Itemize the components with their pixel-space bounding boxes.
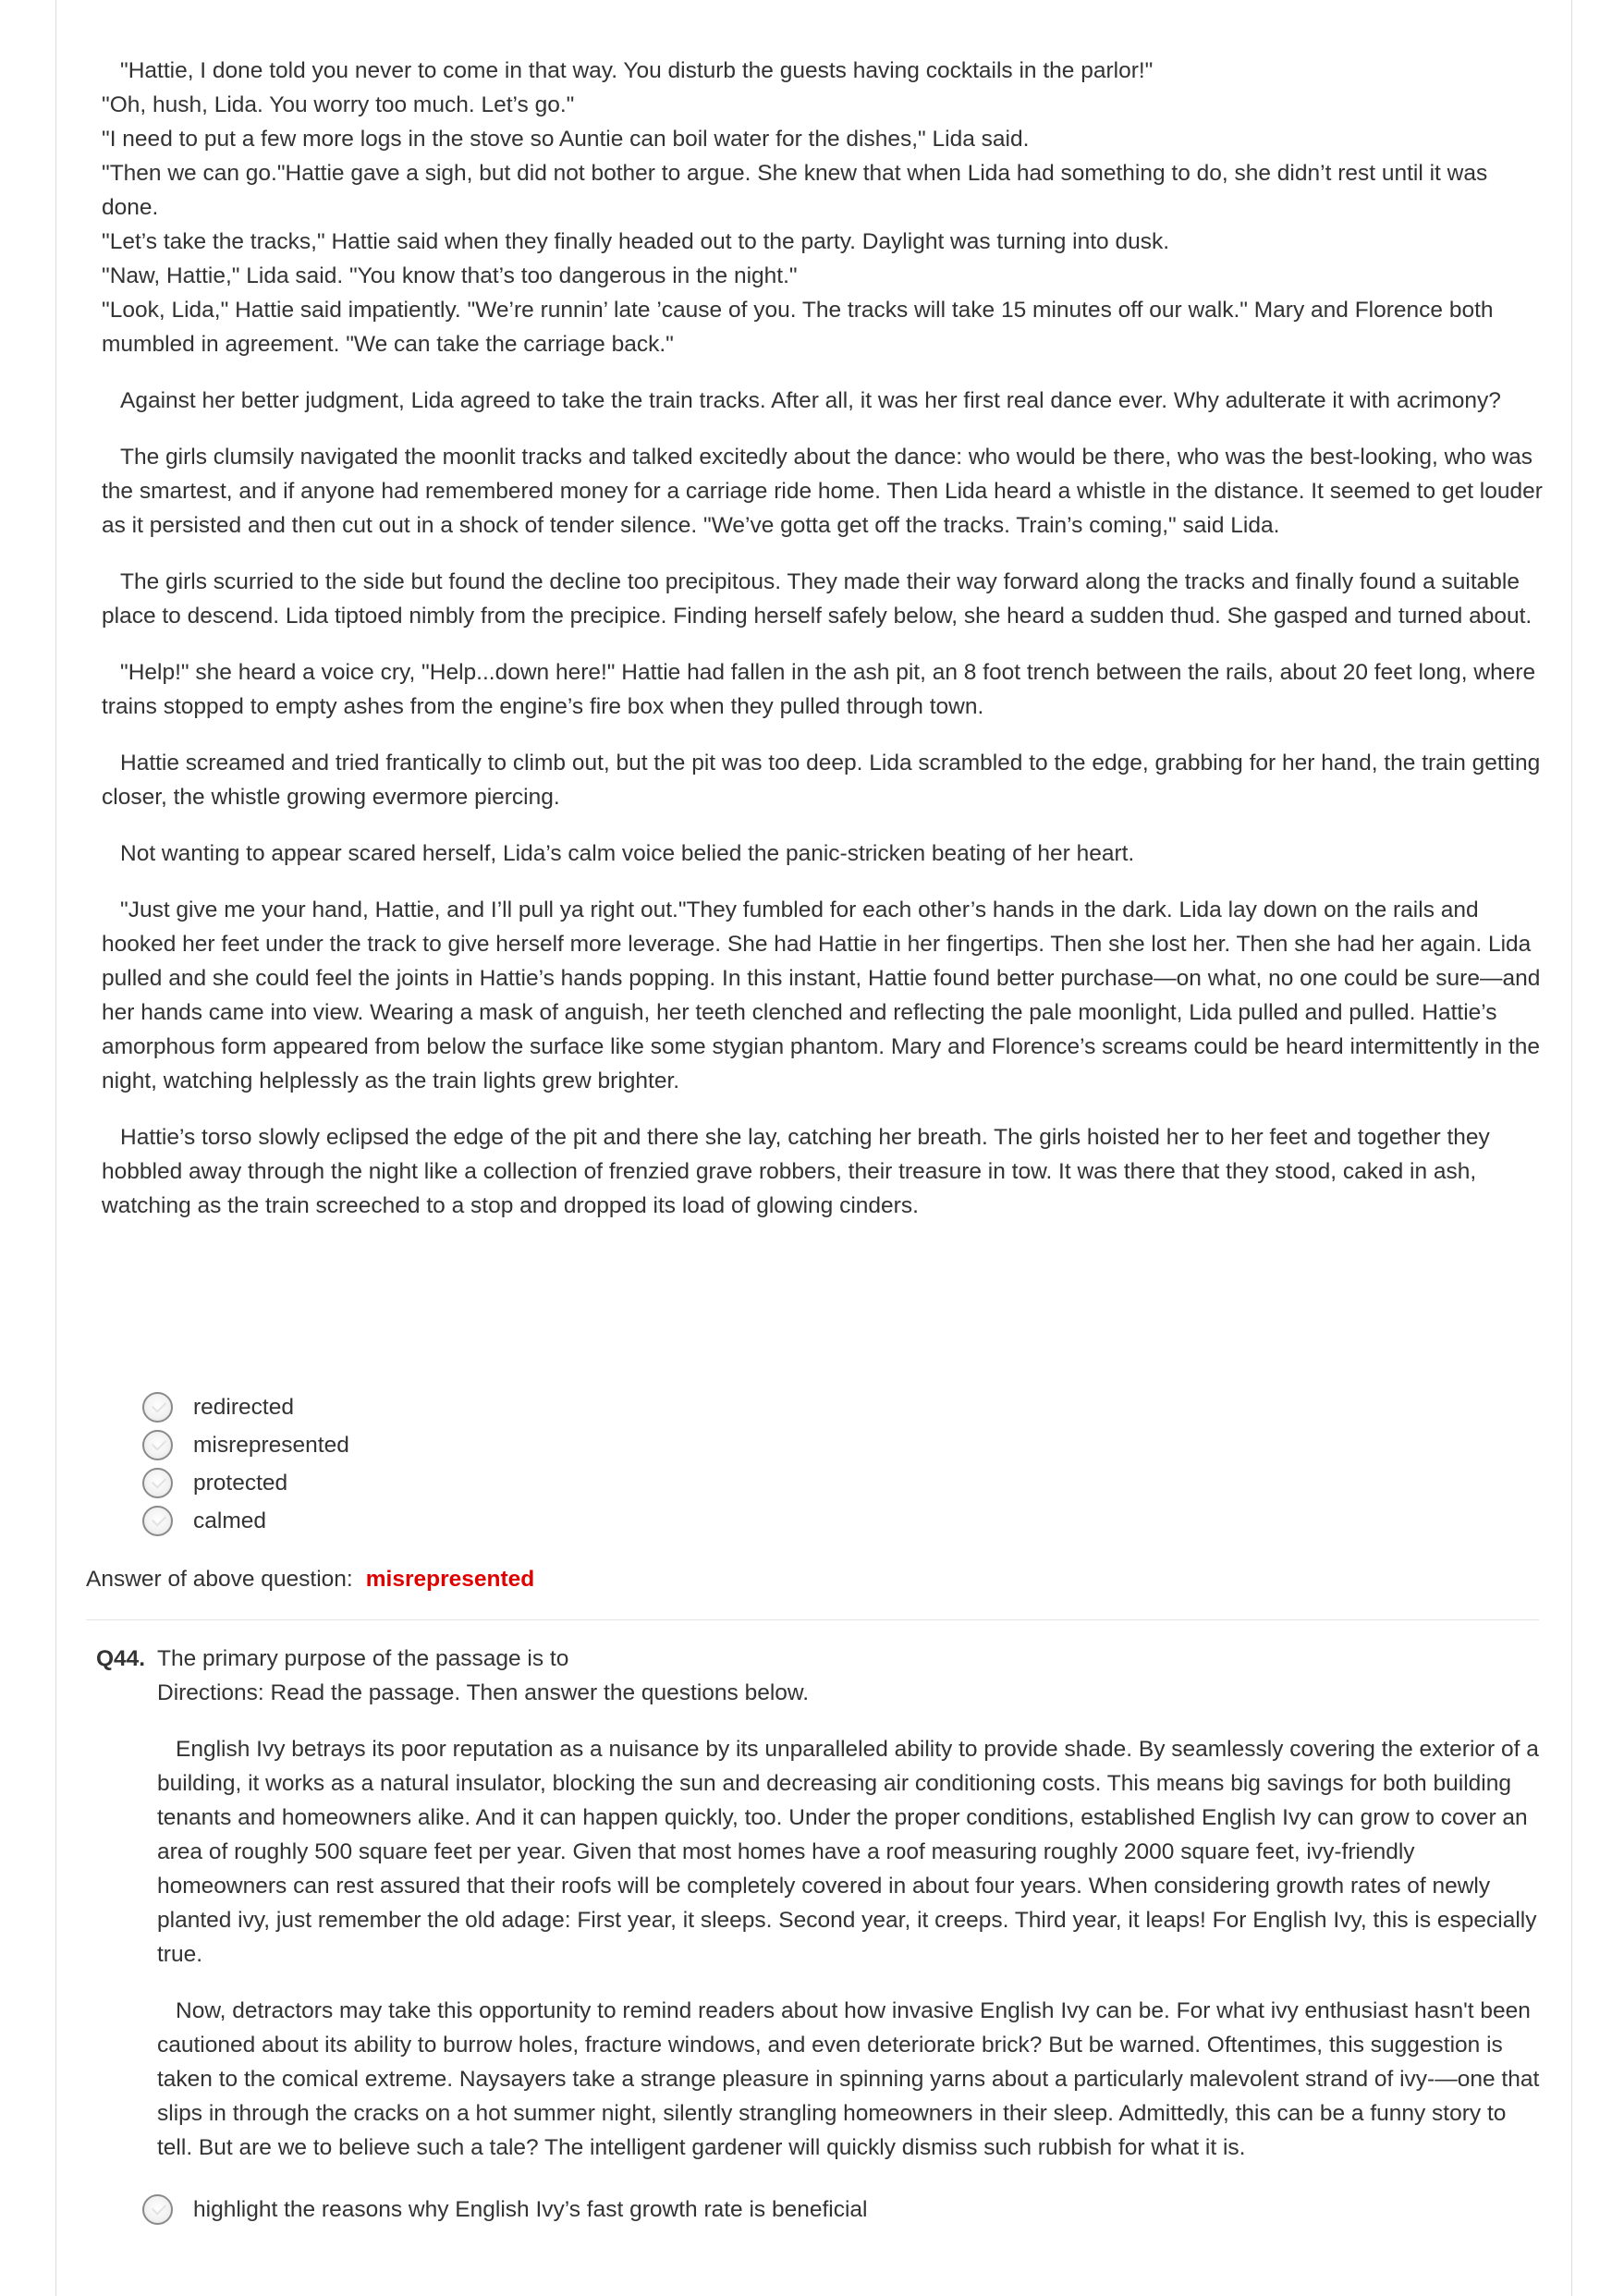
q43-options — [142, 1388, 349, 1540]
answer-option[interactable] — [142, 2191, 868, 2229]
answer-option[interactable] — [142, 1426, 349, 1464]
radio-button-icon[interactable] — [142, 1430, 173, 1460]
radio-button-icon[interactable] — [142, 1506, 173, 1536]
answer-option[interactable] — [142, 1464, 349, 1502]
passage-top — [102, 54, 1544, 1223]
dialogue-line: "Look, Lida," Hattie said impatiently. "We’re runnin’ late ’cause of you. The tracks will take 15 minutes off our walk." Mary and Florence both mumbled in agreement. "We can take the carriage back." — [102, 298, 1494, 357]
answer-option[interactable] — [142, 1502, 349, 1540]
dialogue-line: "Naw, Hattie," Lida said. "You know that’s too dangerous in the night." — [102, 263, 798, 288]
passage-paragraph: "Help!" she heard a voice cry, "Help...down here!" Hattie had fallen in the ash pit, an 8 foot trench between the rails, about 20 feet long, where trains stopped to empty ashes from the engine’s fire box when they pulled through town. — [102, 660, 1536, 719]
question-text: The primary purpose of the passage is to — [157, 1646, 569, 1671]
passage-paragraph: Against her better judgment, Lida agreed to take the train tracks. After all, it was her first real dance ever. Why adulterate it with acrimony? — [120, 388, 1501, 413]
dialogue-line: "Then we can go."Hattie gave a sigh, but did not bother to argue. She knew that when Lida had something to do, she didn’t rest until it was done. — [102, 161, 1488, 220]
passage-paragraph: The girls scurried to the side but found the decline too precipitous. They made their way forward along the tracks and finally found a suitable place to descend. Lida tiptoed nimbly from the precipice. Finding herself safely below, she heard a sudden thud. She gasped and turned about. — [102, 569, 1532, 629]
option-label: highlight the reasons why English Ivy’s fast growth rate is beneficial — [193, 2196, 868, 2222]
option-label: redirected — [193, 1394, 294, 1420]
answer-value: misrepresented — [365, 1567, 535, 1592]
radio-button-icon[interactable] — [142, 2194, 173, 2225]
answer-line — [86, 1562, 534, 1596]
option-label: protected — [193, 1470, 288, 1496]
question-block — [157, 1642, 1544, 2165]
passage-paragraph: Now, detractors may take this opportunity to remind readers about how invasive English Ivy can be. For what ivy enthusiast hasn't been cautioned about its ability to burrow holes, fracture windows, and even deteriorate brick? But be warned. Oftentimes, this suggestion is taken to the comical extreme. Naysayers take a strange pleasure in spinning yarns about a particularly malevolent strand of ivy-—one that slips in through the cracks on a hot summer night, silently strangling homeowners in their sleep. Admittedly, this can be a funny story to tell. But are we to believe such a tale? The intelligent gardener will quickly dismiss such rubbish for what it is. — [157, 1998, 1540, 2160]
option-label: misrepresented — [193, 1432, 349, 1458]
answer-label: Answer of above question: — [86, 1567, 353, 1592]
passage-paragraph: Not wanting to appear scared herself, Lida’s calm voice belied the panic-stricken beating of her heart. — [120, 841, 1135, 866]
question-directions: Directions: Read the passage. Then answer the questions below. — [157, 1680, 810, 1705]
q44-options — [142, 2191, 868, 2229]
passage-paragraph: Hattie’s torso slowly eclipsed the edge of the pit and there she lay, catching her breath. The girls hoisted her to her feet and together they hobbled away through the night like a collection of frenzied grave robbers, their treasure in tow. It was there that they stood, caked in ash, watching as the train screeched to a stop and dropped its load of glowing cinders. — [102, 1125, 1490, 1218]
dialogue-line: "Oh, hush, Lida. You worry too much. Let’s go." — [102, 92, 575, 117]
passage-paragraph: "Just give me your hand, Hattie, and I’ll pull ya right out."They fumbled for each other’s hands in the dark. Lida lay down on the rails and hooked her feet under the track to give herself more leverage. She had Hattie in her fingertips. Then she lost her. Then she had her again. Lida pulled and she could feel the joints in Hattie’s hands popping. In this instant, Hattie found better purchase—on what, no one could be sure—and her hands came into view. Wearing a mask of anguish, her teeth clenched and reflecting the pale moonlight, Lida pulled and pulled. Hattie’s amorphous form appeared from below the surface like some stygian phantom. Mary and Florence’s screams could be heard intermittently in the night, watching helplessly as the train lights grew brighter. — [102, 898, 1541, 1093]
passage-paragraph: The girls clumsily navigated the moonlit tracks and talked excitedly about the dance: who would be there, who was the best-looking, who was the smartest, and if anyone had remembered money for a carriage ride home. Then Lida heard a whistle in the distance. It seemed to get louder as it persisted and then cut out in a shock of tender silence. "We’ve gotta get off the tracks. Train’s coming," said Lida. — [102, 445, 1543, 538]
answer-option[interactable] — [142, 1388, 349, 1426]
radio-button-icon[interactable] — [142, 1392, 173, 1423]
question-divider — [86, 1619, 1539, 1620]
question-number: Q44. — [96, 1646, 146, 1671]
dialogue-line: "I need to put a few more logs in the stove so Auntie can boil water for the dishes," Lida said. — [102, 127, 1030, 152]
passage-paragraph: English Ivy betrays its poor reputation as a nuisance by its unparalleled ability to provide shade. By seamlessly covering the exterior of a building, it works as a natural insulator, blocking the sun and decreasing air conditioning costs. This means big savings for both building tenants and homeowners alike. And it can happen quickly, too. Under the proper conditions, established English Ivy can grow to cover an area of roughly 500 square feet per year. Given that most homes have a roof measuring roughly 2000 square feet, ivy-friendly homeowners can rest assured that their roofs will be completely covered in about four years. When considering growth rates of newly planted ivy, just remember the old adage: First year, it sleeps. Second year, it creeps. Third year, it leaps! For English Ivy, this is especially true. — [157, 1737, 1539, 1967]
radio-button-icon[interactable] — [142, 1468, 173, 1498]
dialogue-line: "Let’s take the tracks," Hattie said when they finally headed out to the party. Daylight was turning into dusk. — [102, 229, 1170, 254]
option-label: calmed — [193, 1508, 266, 1533]
dialogue-line: "Hattie, I done told you never to come in that way. You disturb the guests having cocktails in the parlor!" — [120, 58, 1154, 83]
passage-paragraph: Hattie screamed and tried frantically to climb out, but the pit was too deep. Lida scrambled to the edge, grabbing for her hand, the train getting closer, the whistle growing evermore piercing. — [102, 751, 1541, 810]
